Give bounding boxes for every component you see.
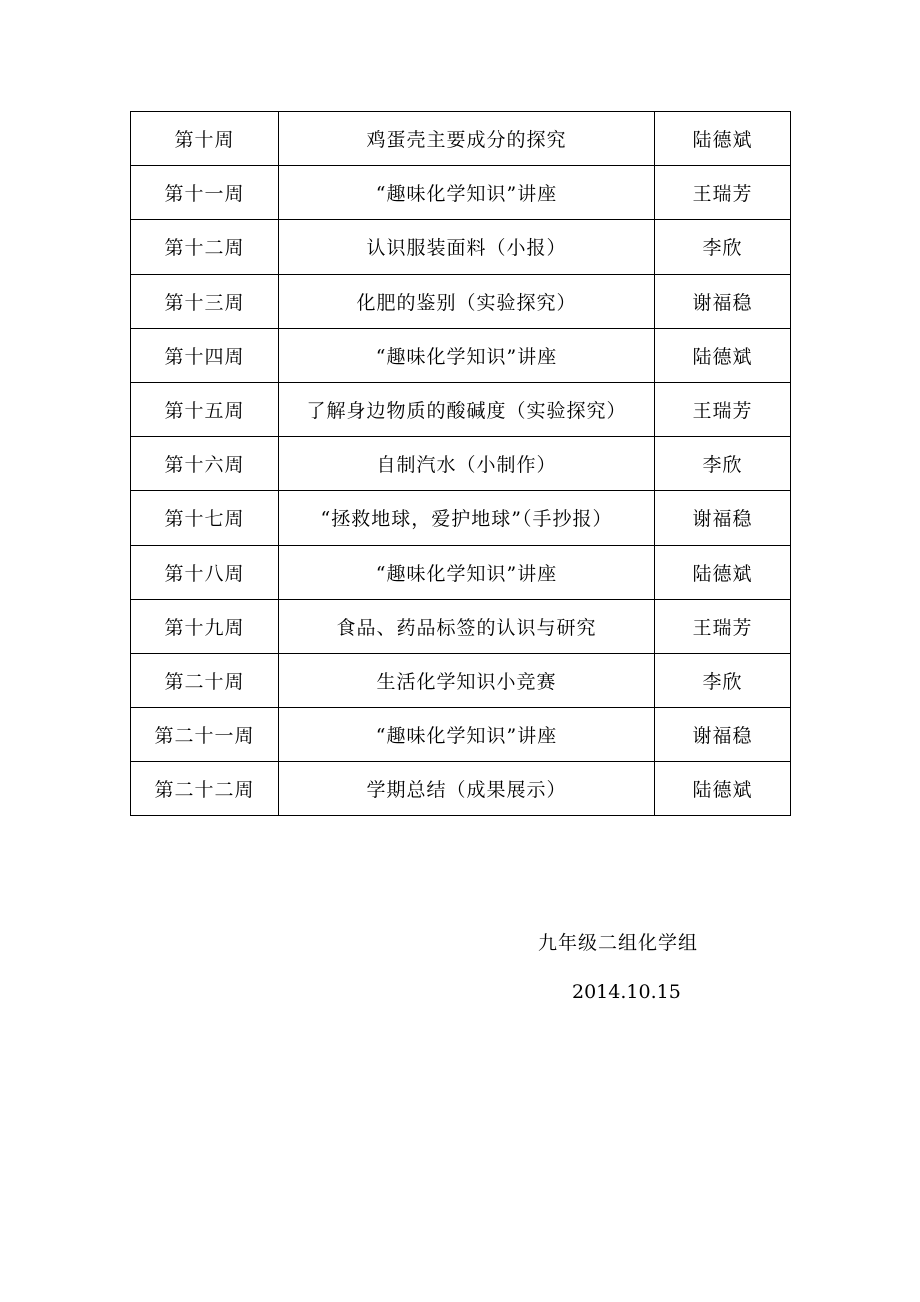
week-cell: 第十六周 <box>131 437 279 491</box>
table-row <box>131 437 791 491</box>
topic-cell: “拯救地球，爱护地球”（手抄报） <box>279 491 655 545</box>
week-cell: 第十八周 <box>131 545 279 599</box>
teacher-cell: 陆德斌 <box>655 762 791 816</box>
topic-cell: “趣味化学知识”讲座 <box>279 166 655 220</box>
teacher-cell: 陆德斌 <box>655 545 791 599</box>
teacher-cell: 陆德斌 <box>655 328 791 382</box>
week-cell: 第十周 <box>131 112 279 166</box>
table-row <box>131 382 791 436</box>
week-cell: 第十四周 <box>131 328 279 382</box>
teacher-cell: 李欣 <box>655 653 791 707</box>
week-cell: 第二十周 <box>131 653 279 707</box>
teacher-cell: 谢福稳 <box>655 708 791 762</box>
topic-cell: 生活化学知识小竞赛 <box>279 653 655 707</box>
topic-cell: 学期总结（成果展示） <box>279 762 655 816</box>
table-row <box>131 112 791 166</box>
week-cell: 第二十二周 <box>131 762 279 816</box>
table-row <box>131 545 791 599</box>
table-row <box>131 328 791 382</box>
topic-cell: 化肥的鉴别（实验探究） <box>279 274 655 328</box>
teacher-cell: 李欣 <box>655 220 791 274</box>
table-row <box>131 653 791 707</box>
week-cell: 第十九周 <box>131 599 279 653</box>
teacher-cell: 谢福稳 <box>655 491 791 545</box>
topic-cell: “趣味化学知识”讲座 <box>279 545 655 599</box>
footer-date: 2014.10.15 <box>572 981 681 1003</box>
week-cell: 第十五周 <box>131 382 279 436</box>
topic-cell: “趣味化学知识”讲座 <box>279 708 655 762</box>
week-cell: 第二十一周 <box>131 708 279 762</box>
table-row <box>131 599 791 653</box>
week-cell: 第十七周 <box>131 491 279 545</box>
topic-cell: 自制汽水（小制作） <box>279 437 655 491</box>
schedule-table <box>130 111 791 816</box>
topic-cell: “趣味化学知识”讲座 <box>279 328 655 382</box>
table-row <box>131 708 791 762</box>
teacher-cell: 李欣 <box>655 437 791 491</box>
topic-cell: 鸡蛋壳主要成分的探究 <box>279 112 655 166</box>
teacher-cell: 王瑞芳 <box>655 166 791 220</box>
table-row <box>131 220 791 274</box>
table-row <box>131 762 791 816</box>
teacher-cell: 王瑞芳 <box>655 599 791 653</box>
table-row <box>131 166 791 220</box>
week-cell: 第十一周 <box>131 166 279 220</box>
table-row <box>131 274 791 328</box>
table-row <box>131 491 791 545</box>
schedule-body <box>131 112 791 816</box>
week-cell: 第十二周 <box>131 220 279 274</box>
teacher-cell: 王瑞芳 <box>655 382 791 436</box>
topic-cell: 了解身边物质的酸碱度（实验探究） <box>279 382 655 436</box>
topic-cell: 认识服装面料（小报） <box>279 220 655 274</box>
topic-cell: 食品、药品标签的认识与研究 <box>279 599 655 653</box>
teacher-cell: 谢福稳 <box>655 274 791 328</box>
week-cell: 第十三周 <box>131 274 279 328</box>
teacher-cell: 陆德斌 <box>655 112 791 166</box>
footer-group-name: 九年级二组化学组 <box>538 932 699 954</box>
